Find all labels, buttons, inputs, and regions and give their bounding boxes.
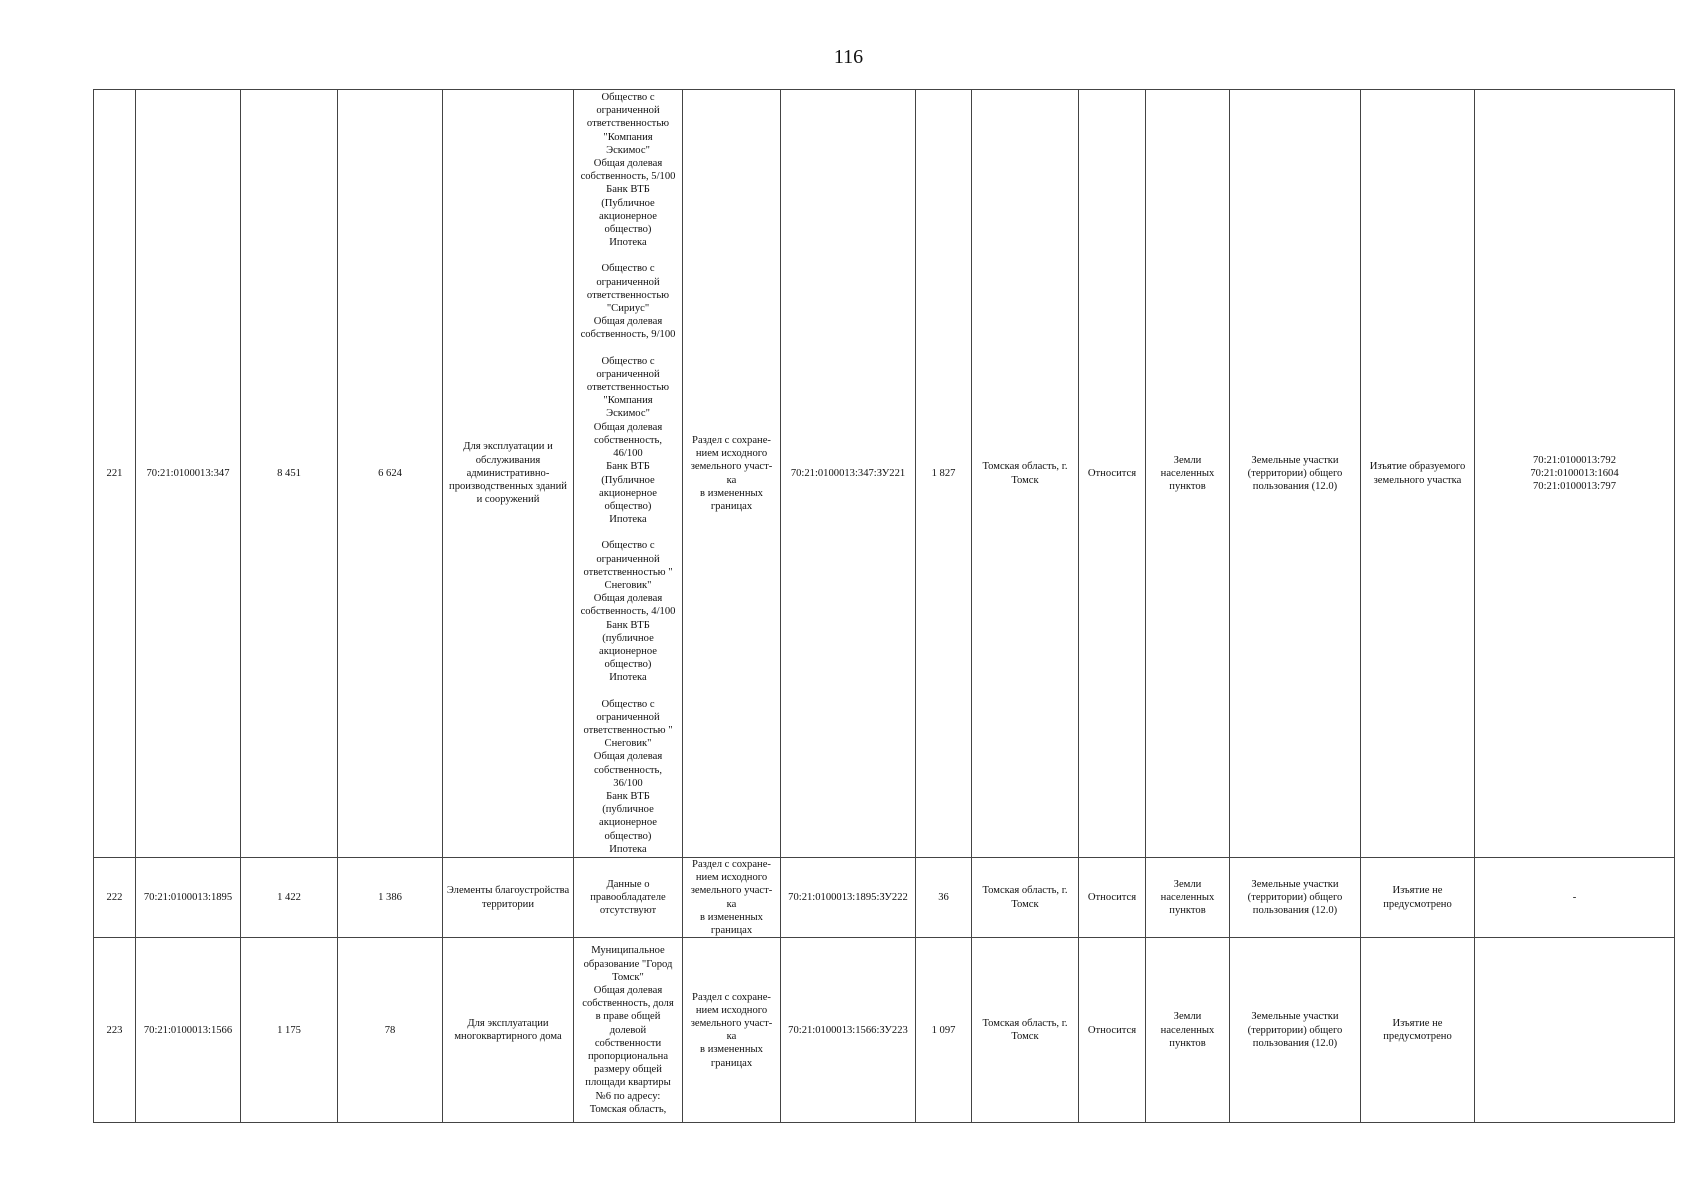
related-cadastral-numbers [1475, 938, 1675, 1123]
owners-cell: Муниципальное образование "Город Томск" Общая долевая собственность, доля в праве общей долевой собственности пропорциональна размеру общей площади квартиры №6 по адресу: Томская область, [574, 938, 683, 1123]
row-number: 223 [94, 938, 136, 1123]
table-row [94, 858, 1675, 938]
table-row [94, 90, 1675, 858]
permitted-use: Земельные участки (территории) общего пользования (12.0) [1230, 938, 1361, 1123]
area: 1 386 [338, 858, 443, 938]
relation: Относится [1079, 858, 1146, 938]
row-number: 222 [94, 858, 136, 938]
seizure: Изъятие не предусмотрено [1361, 858, 1475, 938]
owner-entry: Общество с ограниченной ответственностью "Сириус" Общая долевая собственность, 9/100 [580, 263, 676, 341]
seizure: Изъятие образуемого земельного участка [1361, 90, 1475, 858]
address: Томская область, г. Томск [972, 938, 1079, 1123]
permitted-use: Земельные участки (территории) общего пользования (12.0) [1230, 858, 1361, 938]
related-cadastral-numbers: 70:21:0100013:792 70:21:0100013:1604 70:21:0100013:797 [1475, 90, 1675, 858]
seizure: Изъятие не предусмотрено [1361, 938, 1475, 1123]
address: Томская область, г. Томск [972, 90, 1079, 858]
source-area: 1 422 [241, 858, 338, 938]
address: Томская область, г. Томск [972, 858, 1079, 938]
source-area: 8 451 [241, 90, 338, 858]
relation: Относится [1079, 938, 1146, 1123]
new-area: 36 [916, 858, 972, 938]
permitted-use-source: Для эксплуатации и обслуживания административно-производственных зданий и сооружений [443, 90, 574, 858]
source-cadastral-number: 70:21:0100013:1895 [136, 858, 241, 938]
formation-method: Раздел с сохране- нием исходного земельного участ- ка в измененных границах [683, 90, 781, 858]
new-cadastral-number: 70:21:0100013:347:ЗУ221 [781, 90, 916, 858]
owners-cell: Данные о правообладателе отсутствуют [574, 858, 683, 938]
permitted-use-source: Элементы благоустройства территории [443, 858, 574, 938]
area: 78 [338, 938, 443, 1123]
page-number: 116 [833, 46, 864, 68]
new-cadastral-number: 70:21:0100013:1895:ЗУ222 [781, 858, 916, 938]
owners-cell [574, 90, 683, 858]
land-category: Земли населенных пунктов [1146, 938, 1230, 1123]
source-cadastral-number: 70:21:0100013:347 [136, 90, 241, 858]
owner-entry: Общество с ограниченной ответственностью " Снеговик" Общая долевая собственность, 36/100 Банк ВТБ (публичное акционерное общество) Ипотека [583, 698, 673, 855]
source-cadastral-number: 70:21:0100013:1566 [136, 938, 241, 1123]
relation: Относится [1079, 90, 1146, 858]
owner-entry: Общество с ограниченной ответственностью " Снеговик" Общая долевая собственность, 4/100 Банк ВТБ (публичное акционерное общество) Ипотека [580, 540, 676, 684]
owner-entry: Общество с ограниченной ответственностью "Компания Эскимос" Общая долевая собственность, 46/100 Банк ВТБ (Публичное акционерное общество) Ипотека [586, 355, 670, 526]
formation-method: Раздел с сохране- нием исходного земельного участ- ка в измененных границах [683, 858, 781, 938]
permitted-use: Земельные участки (территории) общего пользования (12.0) [1230, 90, 1361, 858]
related-cadastral-numbers: - [1475, 858, 1675, 938]
area: 6 624 [338, 90, 443, 858]
new-cadastral-number: 70:21:0100013:1566:ЗУ223 [781, 938, 916, 1123]
new-area: 1 827 [916, 90, 972, 858]
land-category: Земли населенных пунктов [1146, 858, 1230, 938]
land-plots-table [93, 89, 1675, 1123]
permitted-use-source: Для эксплуатации многоквартирного дома [443, 938, 574, 1123]
formation-method: Раздел с сохране- нием исходного земельного участ- ка в измененных границах [683, 938, 781, 1123]
table-row [94, 938, 1675, 1123]
row-number: 221 [94, 90, 136, 858]
owner-entry: Общество с ограниченной ответственностью "Компания Эскимос" Общая долевая собственность, 5/100 Банк ВТБ (Публичное акционерное общество) Ипотека [580, 92, 676, 249]
land-category: Земли населенных пунктов [1146, 90, 1230, 858]
source-area: 1 175 [241, 938, 338, 1123]
new-area: 1 097 [916, 938, 972, 1123]
